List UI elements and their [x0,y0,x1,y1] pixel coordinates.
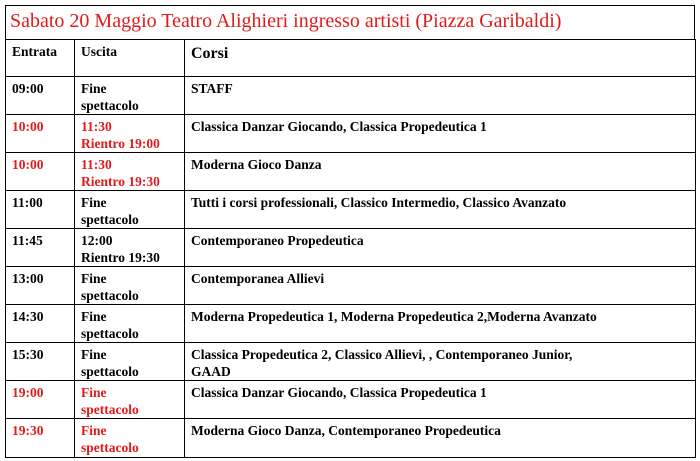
uscita-cell [75,153,185,191]
uscita-line-2: spettacolo [81,212,139,227]
table-row [6,305,696,343]
table-row [6,419,696,458]
corsi-cell [185,419,696,458]
corsi-line-1: Moderna Gioco Danza [191,157,322,172]
uscita-line-2: spettacolo [81,326,139,341]
corsi-cell [185,381,696,419]
uscita-cell [75,381,185,419]
uscita-line-2: spettacolo [81,98,139,113]
uscita-cell [75,267,185,305]
uscita-cell [75,77,185,115]
uscita-line-1: Fine [81,309,107,324]
uscita-line-2: Rientro 19:30 [81,174,160,189]
uscita-line-2: spettacolo [81,440,139,455]
corsi-cell [185,115,696,153]
corsi-cell [185,343,696,381]
uscita-cell [75,191,185,229]
corsi-cell [185,153,696,191]
uscita-line-1: Fine [81,271,107,286]
uscita-line-1: Fine [81,347,107,362]
entrata-cell: 10:00 [6,153,75,191]
corsi-line-1: Moderna Gioco Danza, Contemporaneo Propedeutica [191,423,501,438]
corsi-line-1: Classica Propedeutica 2, Classico Allievi, , Contemporaneo Junior, [191,347,573,362]
entrata-cell: 15:30 [6,343,75,381]
uscita-cell [75,419,185,458]
table-row [6,77,696,115]
table-row [6,191,696,229]
uscita-cell [75,115,185,153]
uscita-line-2: spettacolo [81,364,139,379]
entrata-cell: 19:00 [6,381,75,419]
entrata-cell: 19:30 [6,419,75,458]
entrata-cell: 13:00 [6,267,75,305]
corsi-cell [185,229,696,267]
corsi-line-1: Contemporanea Allievi [191,271,325,286]
uscita-line-2: spettacolo [81,288,139,303]
uscita-cell [75,343,185,381]
table-row [6,115,696,153]
uscita-line-1: Fine [81,423,107,438]
corsi-line-1: STAFF [191,81,233,96]
corsi-line-1: Moderna Propedeutica 1, Moderna Propedeutica 2,Moderna Avanzato [191,309,597,324]
corsi-line-1: Contemporaneo Propedeutica [191,233,364,248]
uscita-line-1: Fine [81,385,107,400]
uscita-line-1: Fine [81,195,107,210]
header-corsi: Corsi [185,40,696,77]
uscita-line-2: spettacolo [81,402,139,417]
uscita-line-1: Fine [81,81,107,96]
entrata-cell: 14:30 [6,305,75,343]
uscita-cell [75,229,185,267]
header-entrata: Entrata [6,40,75,77]
entrata-cell: 11:45 [6,229,75,267]
table-row [6,343,696,381]
header-uscita: Uscita [75,40,185,77]
page-title: Sabato 20 Maggio Teatro Alighieri ingresso artisti (Piazza Garibaldi) [5,5,695,39]
uscita-line-1: 11:30 [81,157,112,172]
entrata-cell: 09:00 [6,77,75,115]
corsi-line-1: Classica Danzar Giocando, Classica Propedeutica 1 [191,119,487,134]
corsi-line-1: Classica Danzar Giocando, Classica Propedeutica 1 [191,385,487,400]
table-header-row [6,40,696,77]
uscita-line-1: 11:30 [81,119,112,134]
corsi-cell [185,305,696,343]
corsi-line-2: GAAD [191,364,231,379]
corsi-cell [185,191,696,229]
entrata-cell: 10:00 [6,115,75,153]
corsi-cell [185,77,696,115]
table-row [6,267,696,305]
entrata-cell: 11:00 [6,191,75,229]
uscita-line-1: 12:00 [81,233,113,248]
table-row [6,153,696,191]
uscita-line-2: Rientro 19:00 [81,136,160,151]
schedule-sheet [5,5,695,458]
corsi-line-1: Tutti i corsi professionali, Classico Intermedio, Classico Avanzato [191,195,567,210]
corsi-cell [185,267,696,305]
table-row [6,229,696,267]
uscita-cell [75,305,185,343]
uscita-line-2: Rientro 19:30 [81,250,160,265]
schedule-table [5,39,696,458]
table-row [6,381,696,419]
